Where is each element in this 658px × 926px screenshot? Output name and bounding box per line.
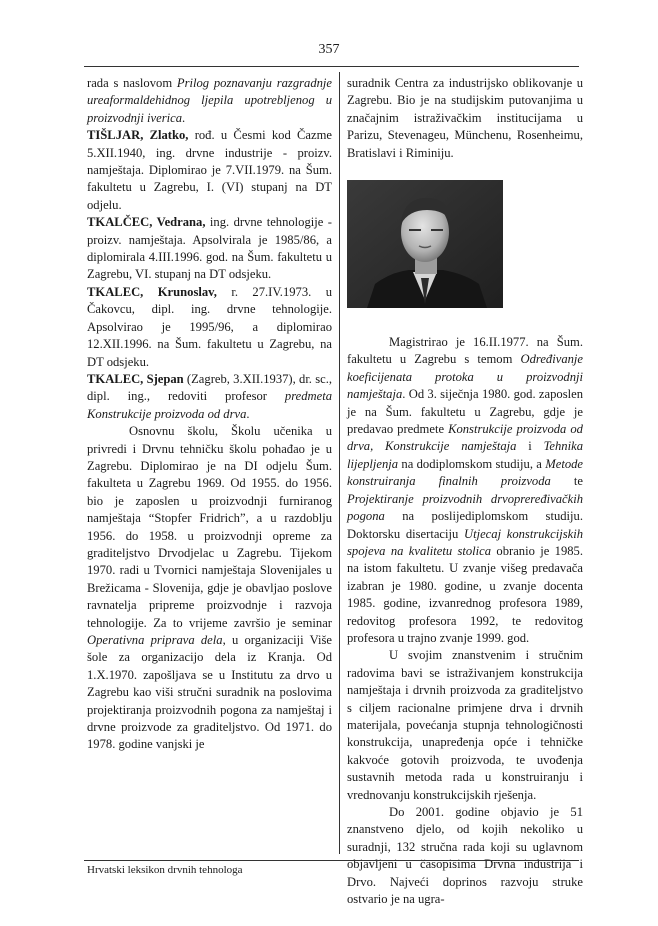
left-column <box>87 75 332 754</box>
text-run: . <box>182 110 186 125</box>
biography-paragraph: suradnik Centra za industrijsko oblikovanje u Zagrebu. Bio je na studijskim putovanjima u značajnim istraživačkim institucijama u Parizu, Stevenageu, Münchenu, Rosenheimu, Bratislavi i Riminiju. <box>347 76 583 160</box>
text-run: rada s naslovom <box>87 76 177 90</box>
course-title: predmeta Konstrukcije proizvoda od drva <box>87 389 332 421</box>
footer-rule <box>84 860 579 861</box>
entry-name: TKALEC, Krunoslav, <box>87 284 217 299</box>
course-title: Projektiranje proizvodnih drvopreređivačkih pogona <box>347 491 583 524</box>
right-column <box>347 75 583 908</box>
entry-text: rođ. u Česmi kod Čazme 5.XII.1940, ing. drvne industrije - proizv. namještaja. Diplomirao je 7.VII.1979. na Šum. fakultetu u Zagrebu, I. (VI) stupanj na DT odjelu. <box>87 128 332 212</box>
course-title: Konstrukcije proizvoda od drva, Konstrukcije namještaja <box>347 422 583 454</box>
entry-name: TKALEC, Sjepan <box>87 371 184 386</box>
thesis-title: Prilog poznavanju razgradnje ureaformaldehidnog ljepila upotrebljenog u proizvodnji iverica <box>87 76 333 125</box>
text-run: Magistrirao je 16.II.1977. na Šum. fakultetu u Zagrebu s temom <box>347 335 583 367</box>
footer-text: Hrvatski leksikon drvnih tehnologa <box>87 864 243 876</box>
text-run: , u organizaciji Više šole za organizacijo dela iz Kranja. Od 1.X.1970. zapošljava se u Institutu za drvo u Zagrebu kao viši stručni suradnik na poslovima projektiranja proizvodnih pogona za namještaj i drvne proizvode za graditeljstvo. Od 1971. do 1978. godine vanjski je <box>87 633 333 752</box>
entry-text: r. 27.IV.1973. u Čakovcu, dipl. ing. drvne tehnologije. Apsolvirao je 1995/96, a diplomirao 12.XII.1996. na Šum. fakultetu u Zagrebu, na DT odsjeku. <box>87 284 333 369</box>
dissertation-title: Utjecaj konstrukcijskih spojeva na kvalitetu stolica <box>347 526 583 558</box>
entry-continuation <box>87 75 332 127</box>
text-run: . <box>246 406 250 421</box>
course-title: Tehnika lijepljenja <box>347 439 583 471</box>
course-title: Metode konstruiranja finalnih proizvoda <box>347 456 583 489</box>
entry-tkalec-sjepan <box>87 371 332 423</box>
thesis-title: Određivanje koeficijenata protoka u proizvodnji namještaja <box>347 352 583 402</box>
text-run: Osnovnu školu, Školu učenika u privredi i Drvnu tehničku školu pohađao je u Zagrebu. Diplomirao je na DI odjelu Šum. fakulteta u Zagrebu 1969. Od 1955. do 1956. bio je zaposlen u proizvodnji furniranog namještaja “Stopfer Fridrich”, a u razdoblju 1956. do 1958. u proizvodnji opreme za graditeljstvo Drvodjelac u Zagrebu. Tijekom 1970. radi u Tvornici namještaja Slovenijales u Brežicama - Slovenija, gdje je obavljao poslove ravnatelja pripreme proizvodnje i razvoja tehnologije. Za to vrijeme završio je seminar <box>87 424 332 630</box>
biography-paragraph <box>347 334 583 647</box>
portrait-photo <box>347 180 503 308</box>
biography-paragraph <box>87 423 332 754</box>
entry-text: ing. drvne tehnologije - proizv. namještaja. Apsolvirala je 1985/86, a diplomirala 4.III.1996. god. na Šum. fakultetu u Zagrebu, VI. stupanj na DT odsjeku. <box>87 215 332 282</box>
text-run: . Od 3. siječnja 1980. god. zaposlen je na Šum. fakultetu u Zagrebu, gdje je predavao predmete <box>347 387 583 437</box>
text-run: na poslijediplomskom studiju. Doktorsku disertaciju <box>347 509 583 541</box>
text-run: te <box>550 474 583 489</box>
entry-text: (Zagreb, 3.XII.1937), dr. sc., dipl. ing., redoviti profesor <box>87 371 332 404</box>
entry-tisljar <box>87 127 332 214</box>
portrait-image <box>347 180 503 308</box>
biography-paragraph: Do 2001. godine objavio je 51 znanstveno djelo, od kojih nekoliko u suradnji, 132 stručna rada koji su uglavnom objavljeni u časopisima Drvna industrija i Drvo. Najveći doprinos razvoju struke ostvario je na ugra- <box>347 805 583 907</box>
entry-tkalec-krunoslav <box>87 284 332 371</box>
page-number: 357 <box>318 42 340 57</box>
text-run: i <box>516 439 544 454</box>
biography-paragraph: U svojim znanstvenim i stručnim radovima bavi se istraživanjem konstrukcija namještaja i drvnih proizvoda za graditeljstvo s ciljem racionalne primjene drva i drvnih materijala, povećanja stupnja tehnologičnosti konstrukcija, unapređenja opće i tehničke kakvoće gotovih proizvoda, te uvođenja sustavnih metoda rada u konstruiranju i vrednovanju konstrukcijskih rješenja. <box>347 648 583 802</box>
column-divider <box>339 72 340 854</box>
text-run: na dodiplomskom studiju, a <box>398 456 546 471</box>
seminar-title: Operativna priprava dela <box>87 633 223 647</box>
entry-tkalcec <box>87 214 332 284</box>
text-run: obranio je 1985. na istom fakultetu. U zvanje višeg predavača izabran je 1980. godine, u zvanje docenta 1985. godine, izvanrednog profesora 1989, redovitog profesora 1992, te redovitog profesora u trajno zvanje 1999. god. <box>347 543 584 645</box>
entry-name: TIŠLJAR, Zlatko, <box>87 128 189 143</box>
header-rule <box>84 66 579 67</box>
entry-name: TKALČEC, Vedrana, <box>87 215 206 230</box>
